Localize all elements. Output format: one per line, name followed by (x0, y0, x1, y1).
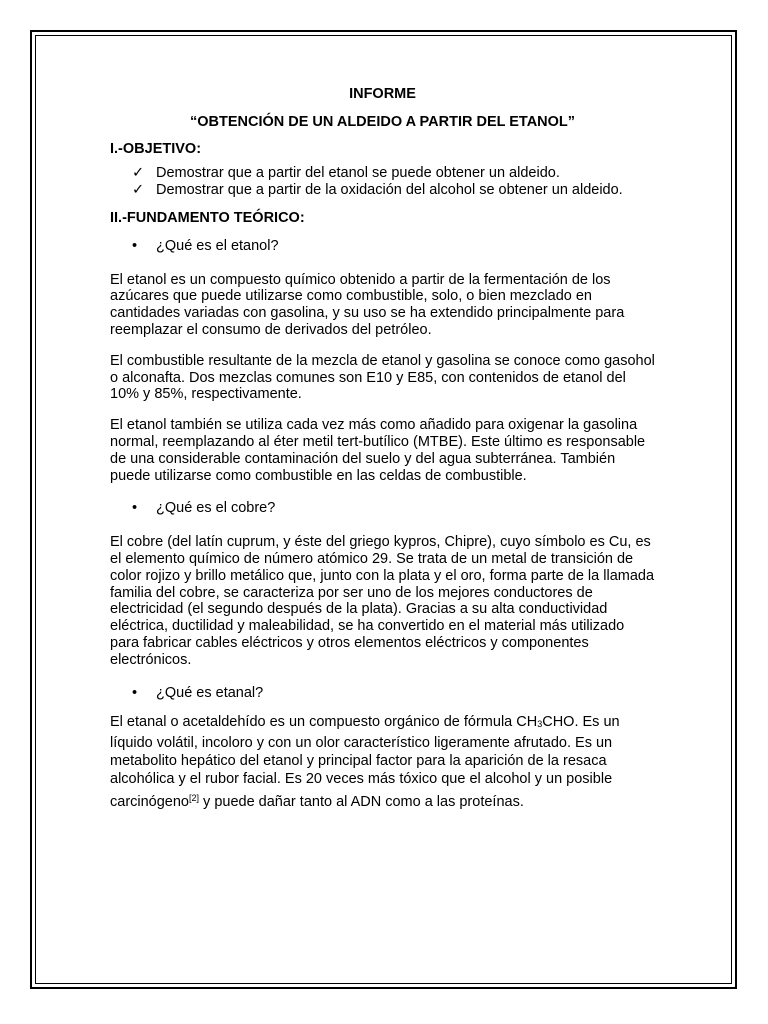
check-icon: ✓ (132, 165, 145, 182)
question-cobre (110, 500, 655, 517)
objetivo-item (110, 182, 655, 199)
bullet-icon: • (132, 684, 138, 701)
etanal-text-part-1: El etanal o acetaldehído es un compuesto orgánico de fórmula CH (110, 714, 538, 731)
question-text: ¿Qué es el etanol? (156, 237, 279, 254)
paragraph-etanol-1: El etanol es un compuesto químico obtenido a partir de la fermentación de los azúcares que puede utilizarse como combustible, solo, o bien mezclado en cantidades variadas con gasolina, y su uso se ha extendido principalmente para reemplazar el consumo de derivados del petróleo. (110, 271, 625, 338)
objetivo-list (110, 165, 655, 199)
report-title: “OBTENCIÓN DE UN ALDEIDO A PARTIR DEL ETANOL” (189, 113, 576, 130)
section-heading-objetivo: I.-OBJETIVO: (110, 140, 202, 157)
objetivo-item-text: Demostrar que a partir del etanol se puede obtener un aldeido. (156, 165, 560, 182)
question-etanol (110, 238, 655, 255)
paragraph-cobre: El cobre (del latín cuprum, y éste del griego kypros, Chipre), cuyo símbolo es Cu, es el elemento químico de número atómico 29. Se trata de un metal de transición de color rojizo y brillo metálico que, junto con la plata y el oro, forma parte de la llamada familia del cobre, se caracteriza por ser uno de los mejores conductores de electricidad (el segundo después de la plata). Gracias a su alta conductividad eléctrica, ductilidad y maleabilidad, se ha convertido en el material más utilizado para fabricar cables eléctricos y otros elementos eléctricos y componentes electrónicos. (110, 534, 655, 668)
reference-superscript: [2] (189, 792, 200, 803)
bullet-icon: • (132, 237, 138, 254)
formula-subscript: 3 (537, 719, 543, 730)
bullet-icon: • (132, 500, 138, 517)
check-icon: ✓ (132, 182, 145, 199)
report-label: INFORME (349, 86, 416, 102)
paragraph-etanol-2: El combustible resultante de la mezcla de etanol y gasolina se conoce como gasohol o alconafta. Dos mezclas comunes son E10 y E85, con contenidos de etanol del 10% y 85%, respectivamente. (110, 352, 655, 403)
objetivo-item-text: Demostrar que a partir de la oxidación del alcohol se obtener un aldeido. (156, 182, 623, 199)
section-heading-fundamento: II.-FUNDAMENTO TEÓRICO: (110, 209, 305, 226)
paragraph-etanal (110, 713, 655, 810)
etanal-text-part-2: CHO. Es un líquido volátil, incoloro y con un olor característico ligeramente afrutado. Es un metabolito hepático del etanol y principal factor para la aparición de la resaca alcohólica y el rubor facial. Es 20 veces más tóxico que el alcohol y un posible carcinógeno (110, 714, 620, 810)
objetivo-item (110, 165, 655, 182)
question-text: ¿Qué es etanal? (156, 684, 264, 701)
question-text: ¿Qué es el cobre? (156, 500, 276, 517)
question-etanal (110, 685, 655, 702)
etanal-text-part-3: y puede dañar tanto al ADN como a las proteínas. (199, 793, 524, 810)
paragraph-etanol-3: El etanol también se utiliza cada vez más como añadido para oxigenar la gasolina normal, reemplazando al éter metil tert-butílico (MTBE). Este último es responsable de una considerable contaminación del suelo y del agua subterránea. También puede utilizarse como combustible en las celdas de combustible. (110, 417, 646, 484)
document-body (110, 86, 655, 811)
